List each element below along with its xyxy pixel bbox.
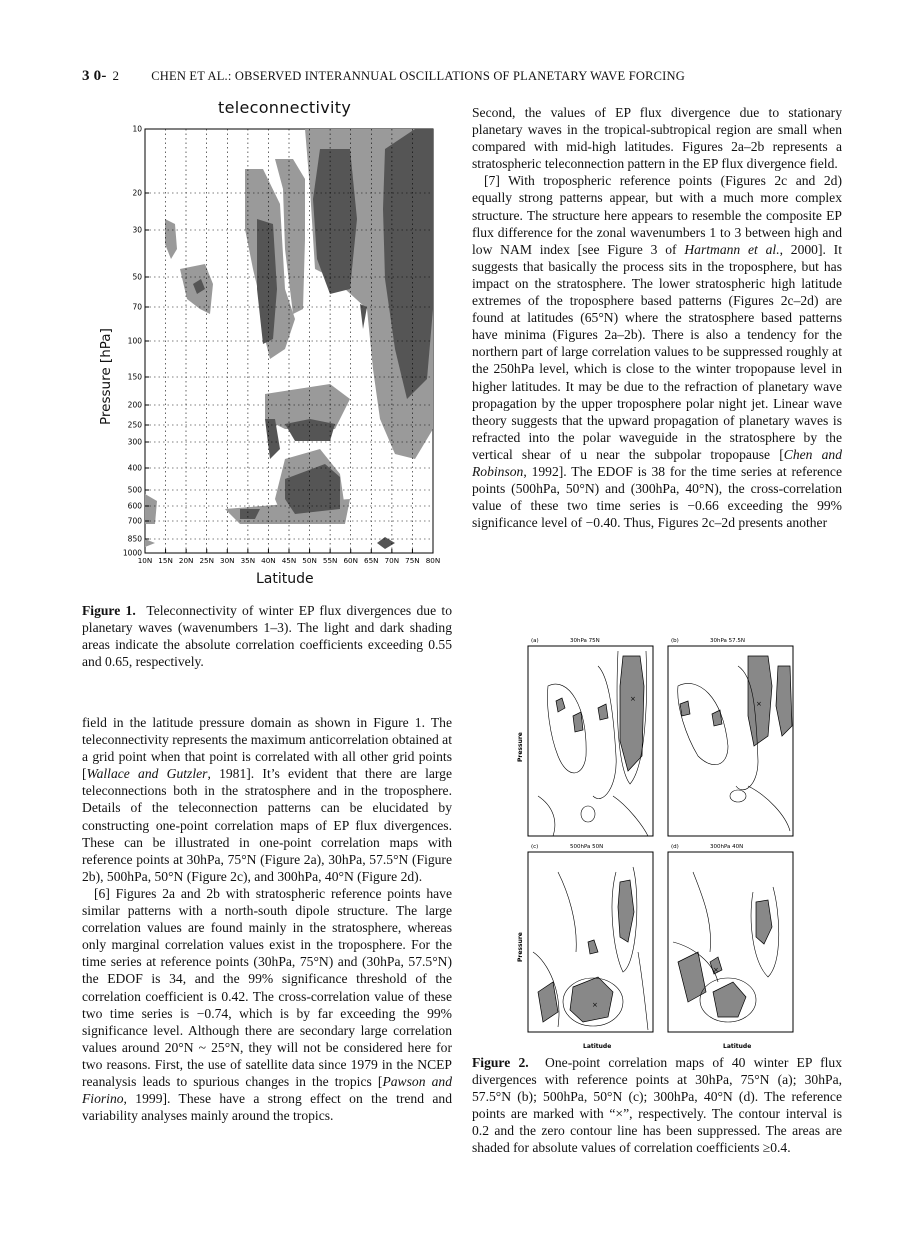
right-column-text bbox=[472, 104, 842, 531]
svg-text:×: × bbox=[713, 966, 719, 974]
figure2-panel-a bbox=[528, 638, 653, 836]
figure2-panel-b bbox=[668, 638, 793, 836]
running-title: CHEN ET AL.: OBSERVED INTERANNUAL OSCILLATIONS OF PLANETARY WAVE FORCING bbox=[151, 69, 685, 83]
svg-text:500hPa 50N: 500hPa 50N bbox=[570, 844, 604, 850]
y-tick-label: 50 bbox=[132, 272, 142, 282]
svg-text:(d): (d) bbox=[671, 844, 679, 850]
svg-text:300hPa 40N: 300hPa 40N bbox=[710, 844, 744, 850]
y-tick-label: 200 bbox=[127, 400, 142, 410]
figure2-caption-label: Figure 2. bbox=[472, 1055, 529, 1070]
x-tick-label: 75N bbox=[405, 556, 420, 565]
figure1-caption bbox=[82, 602, 452, 670]
left-column-text bbox=[82, 714, 452, 1124]
x-tick-label: 30N bbox=[220, 556, 235, 565]
citation: Wallace and Gutzler bbox=[86, 766, 208, 782]
figure1-caption-label: Figure 1. bbox=[82, 603, 136, 618]
x-tick-label: 45N bbox=[281, 556, 297, 565]
x-tick-label: 35N bbox=[240, 556, 256, 565]
paragraph-continued-right: Second, the values of EP flux divergence due to stationary planetary waves in the tropical-subtropical region are small when compared with mid-high latitudes. Figures 2a–2b represents a stratospheric teleconnection pattern in the EP flux divergence field. bbox=[472, 105, 842, 172]
y-tick-label: 700 bbox=[127, 516, 142, 526]
svg-text:×: × bbox=[756, 700, 762, 708]
paragraph-number: [7] bbox=[484, 173, 500, 189]
figure2-panels bbox=[518, 632, 808, 1052]
svg-text:(b): (b) bbox=[671, 638, 679, 644]
figure2-caption bbox=[472, 1054, 842, 1157]
svg-text:×: × bbox=[630, 695, 636, 703]
x-tick-label: 25N bbox=[199, 556, 214, 565]
citation: Chen and Robinson bbox=[472, 446, 843, 479]
paragraph-7: [7] With tropospheric reference points (Figures 2c and 2d) equally strong patterns appear, but with a much more complex structure. The structure here appears to resemble the composite EP flux difference for the zonal wavenumbers 1 to 3 between high and low NAM index [see Figure 3 of Hartmann et al., 2000]. It suggests that basically the process sits in the troposphere, but has impact on the stratosphere. The lower stratospheric high latitude extremes of the troposphere based patterns (Figures 2c–2d) are found at latitudes (65°N) where the stratosphere based patterns have minima (Figures 2a–2b). There is also a tendency for the northern part of large correlation values to be suppressed roughly at the 250hPa level, which is close to the winter tropopause level in higher latitudes. It may be due to the refraction of planetary wave propagation by the upper troposphere polar night jet. Linear wave theory suggests that the upward propagation of planetary waves is refracted into the polar waveguide in the stratosphere by the vertical shear of u near the subpolar tropopause [Chen and Robinson, 1992]. The EDOF is 38 for the time series at reference points (500hPa, 50°N) and (300hPa, 40°N), the cross-correlation value of these two time series is −0.66 exceeding the 99% significance level of −0.40. Thus, Figures 2c–2d presents another bbox=[472, 173, 843, 531]
figure2-caption-text: One-point correlation maps of 40 winter EP flux divergences with reference points at 30hPa, 75°N (a); 30hPa, 57.5°N (b); 500hPa, 50°N (c); 300hPa, 40°N (d). The reference points are marked with “×”, respectively. The contour interval is 0.2 and the zero contour line has been suppressed. The areas are shaded for absolute values of correlation coefficients ≥0.4. bbox=[472, 1055, 842, 1156]
svg-text:Latitude: Latitude bbox=[723, 1043, 752, 1050]
y-tick-label: 30 bbox=[132, 225, 142, 235]
page-number: 2 bbox=[112, 68, 120, 83]
x-tick-label: 40N bbox=[261, 556, 276, 565]
x-tick-label: 10N bbox=[137, 556, 153, 565]
x-tick-label: 55N bbox=[322, 556, 338, 565]
y-tick-label: 500 bbox=[127, 485, 142, 495]
svg-text:Latitude: Latitude bbox=[583, 1043, 612, 1050]
x-tick-label: 80N bbox=[425, 556, 441, 565]
x-tick-label: 60N bbox=[343, 556, 358, 565]
citation: Hartmann et al. bbox=[684, 241, 780, 257]
x-tick-label: 70N bbox=[384, 556, 400, 565]
y-tick-label: 1000 bbox=[122, 548, 142, 558]
x-tick-label: 65N bbox=[364, 556, 379, 565]
y-tick-label: 850 bbox=[127, 534, 142, 544]
y-tick-label: 250 bbox=[127, 420, 142, 430]
x-tick-label: 20N bbox=[178, 556, 194, 565]
x-tick-label: 50N bbox=[302, 556, 317, 565]
svg-text:Pressure: Pressure bbox=[517, 732, 524, 762]
paragraph-continued: field in the latitude pressure domain as shown in Figure 1. The teleconnectivity represents the maximum anticorrelation obtained at a grid point when that point is correlated with all other grid points [Wallace and Gutzler, 1981]. It’s evident that there are large teleconnections both in the stratosphere and in the troposphere. Details of the teleconnection patterns can be elucidated by constructing one-point correlation maps of EP flux divergences. These can be illustrated in one-point correlation maps with reference points at 30hPa, 75°N (Figure 2a), 30hPa, 57.5°N (Figure 2b), 500hPa, 50°N (Figure 2c), and 300hPa, 40°N (Figure 2d). bbox=[82, 715, 452, 884]
figure1-title: teleconnectivity bbox=[218, 98, 352, 117]
y-tick-label: 70 bbox=[132, 302, 142, 312]
citation: Pawson and Fiorino bbox=[82, 1073, 453, 1107]
y-tick-label: 300 bbox=[127, 437, 142, 447]
svg-text:×: × bbox=[592, 1001, 598, 1009]
figure2-panel-c bbox=[528, 844, 653, 1050]
x-tick-label: 15N bbox=[158, 556, 173, 565]
y-tick-label: 100 bbox=[127, 336, 142, 346]
svg-text:30hPa 75N: 30hPa 75N bbox=[570, 638, 600, 644]
y-tick-label: 10 bbox=[132, 124, 142, 134]
figure1-ylabel: Pressure [hPa] bbox=[98, 328, 114, 425]
y-tick-label: 150 bbox=[127, 372, 142, 382]
svg-text:(a): (a) bbox=[531, 638, 539, 644]
running-header bbox=[82, 68, 842, 85]
paragraph-number: [6] bbox=[94, 885, 110, 901]
y-tick-label: 400 bbox=[127, 463, 142, 473]
svg-text:30hPa 57.5N: 30hPa 57.5N bbox=[710, 638, 746, 644]
figure2-panel-d bbox=[668, 844, 793, 1050]
svg-text:Pressure: Pressure bbox=[517, 932, 524, 962]
paragraph-6: [6] Figures 2a and 2b with stratospheric reference points have similar patterns with a north-south dipole structure. The large correlation values are found mainly in the stratosphere, whereas only marginal correlation values exist in the troposphere. For the time series at reference points (30hPa, 75°N) and (30hPa, 57.5°N) the EDOF is 34, and the 99% significance threshold of the correlation coefficient is 0.42. The cross-correlation value of these two time series is −0.74, which is by far exceeding the 99% significance level. Although there are secondary large correlation values around 20°N ~ 25°N, they will not be considered here for two reasons. First, the use of satellite data since 1979 in the NCEP reanalysis leads to spurious changes in the tropics [Pawson and Fiorino, 1999]. These have a strong effect on the trend and variability analyses mainly around the tropics. bbox=[82, 885, 453, 1124]
y-tick-label: 20 bbox=[132, 188, 142, 198]
page-number-prefix: 3 0- bbox=[82, 68, 107, 84]
y-tick-label: 600 bbox=[127, 501, 142, 511]
svg-text:(c): (c) bbox=[531, 844, 539, 850]
figure1-plot bbox=[108, 120, 448, 572]
figure1-caption-text: Teleconnectivity of winter EP flux divergences due to planetary waves (wavenumbers 1–3). The light and dark shading areas indicate the absolute correlation coefficients exceeding 0.55 and 0.65, respectively. bbox=[82, 603, 453, 670]
figure1-xlabel: Latitude bbox=[256, 571, 314, 587]
